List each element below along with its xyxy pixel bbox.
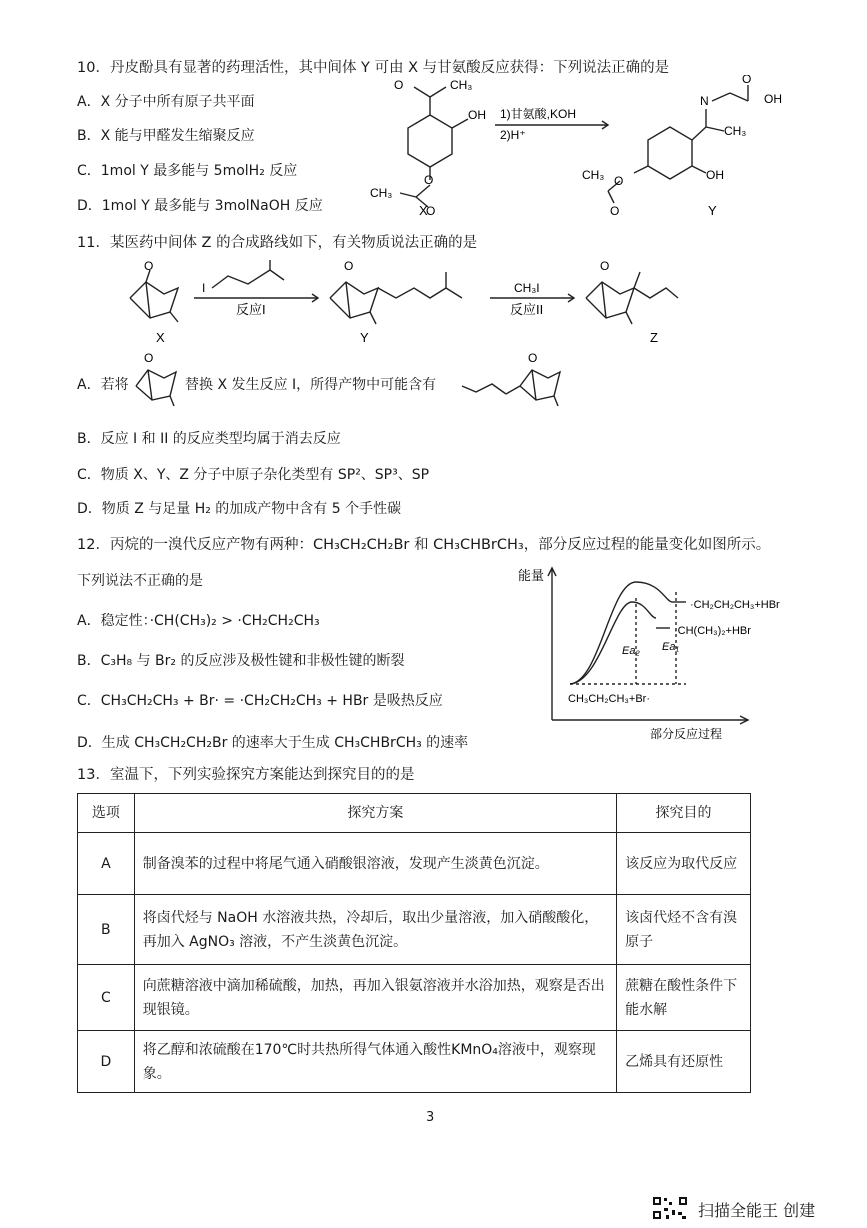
q10-reagent-1: 1)甘氨酸,KOH	[500, 107, 577, 121]
reactant-label: CH₃CH₂CH₃+Br·	[568, 693, 650, 705]
reaction-2-label: 反应II	[510, 302, 544, 317]
table-row	[78, 965, 751, 1031]
q11-option-a-pre: A．若将	[77, 377, 129, 393]
x-oh: OH	[468, 108, 486, 122]
q10-reaction-scheme	[370, 75, 810, 225]
row-b-plan: 将卤代烃与 NaOH 水溶液共热，冷却后，取出少量溶液，加入硝酸酸化，再加入 AgNO₃ 溶液，不产生淡黄色沉淀。	[134, 895, 616, 965]
y-ester-methyl: CH₃	[582, 168, 605, 182]
label-z-11: Z	[650, 330, 658, 345]
q11-synthesis-route	[120, 258, 680, 350]
q10-option-d: D．1mol Y 最多能与 3molNaOH 反应	[77, 198, 323, 214]
q11-option-a-molecule	[128, 350, 184, 416]
row-a-option: A	[78, 833, 135, 895]
curve-ea2	[570, 602, 656, 684]
q12-stem: 12．丙烷的一溴代反应产物有两种：CH₃CH₂CH₂Br 和 CH₃CHBrCH₃，部分反应过程的能量变化如图所示。	[77, 537, 771, 553]
q12-option-d: D．生成 CH₃CH₂CH₂Br 的速率大于生成 CH₃CHBrCH₃ 的速率	[77, 735, 469, 751]
row-c-plan: 向蔗糖溶液中滴加稀硫酸，加热，再加入银氨溶液并水浴加热，观察是否出现银镜。	[134, 965, 616, 1031]
x-carbonyl-o: O	[394, 78, 404, 92]
q11-option-b: B．反应 I 和 II 的反应类型均属于消去反应	[77, 431, 341, 447]
q13-table	[77, 793, 751, 1093]
option-a-o: O	[144, 351, 154, 365]
z-bridge-o: O	[600, 259, 610, 273]
header-plan: 探究方案	[134, 794, 616, 833]
row-c-goal: 蔗糖在酸性条件下能水解	[617, 965, 751, 1031]
row-b-goal: 该卤代烃不含有溴原子	[617, 895, 751, 965]
q10-option-b: B．X 能与甲醛发生缩聚反应	[77, 128, 255, 144]
row-a-plan: 制备溴苯的过程中将尾气通入硝酸银溶液，发现产生淡黄色沉淀。	[134, 833, 616, 895]
reagent-ch3i: CH₃I	[514, 281, 540, 295]
y-ester-o: O	[614, 174, 624, 188]
table-row	[78, 895, 751, 965]
page-number: 3	[426, 1110, 435, 1125]
qr-code-icon	[652, 1196, 688, 1220]
row-b-option: B	[78, 895, 135, 965]
q12-option-c: C．CH₃CH₂CH₃ + Br· = ·CH₂CH₂CH₃ + HBr 是吸热反应	[77, 693, 443, 709]
x-ester-carbonyl-o: O	[426, 204, 436, 218]
ea1-label: Ea₁	[662, 641, 679, 653]
curve-ea1	[570, 582, 672, 684]
y-acid-o: O	[742, 75, 752, 86]
product1-label: ·CH₂CH₂CH₃+HBr	[690, 599, 780, 611]
label-x-11: X	[156, 330, 165, 345]
product2-label: ·CH(CH₃)₂+HBr	[674, 625, 751, 637]
y-axis-label: 能量	[518, 568, 545, 583]
x-bridge-o: O	[144, 259, 154, 273]
q11-option-d: D．物质 Z 与足量 H₂ 的加成产物中含有 5 个手性碳	[77, 501, 402, 517]
table-row	[78, 833, 751, 895]
row-d-plan: 将乙醇和浓硫酸在170℃时共热所得气体通入酸性KMnO₄溶液中，观察现象。	[134, 1031, 616, 1093]
label-y: Y	[708, 203, 717, 218]
label-y-11: Y	[360, 330, 369, 345]
row-c-option: C	[78, 965, 135, 1031]
q10-option-c: C．1mol Y 最多能与 5molH₂ 反应	[77, 163, 298, 179]
q11-stem: 11．某医药中间体 Z 的合成路线如下，有关物质说法正确的是	[77, 235, 478, 251]
q10-stem: 10．丹皮酚具有显著的药理活性，其中间体 Y 可由 X 与甘氨酸反应获得：下列说法正确的是	[77, 60, 670, 76]
label-x: X	[419, 203, 428, 218]
q12-option-a: A．稳定性：·CH(CH₃)₂ > ·CH₂CH₂CH₃	[77, 613, 320, 629]
reaction-1-label: 反应I	[236, 302, 266, 317]
q12-option-b: B．C₃H₈ 与 Br₂ 的反应涉及极性键和非极性键的断裂	[77, 653, 405, 669]
q12-energy-diagram	[510, 562, 810, 742]
footer-text: 扫描全能王 创建	[698, 1201, 816, 1220]
row-d-option: D	[78, 1031, 135, 1093]
q10-option-a: A．X 分子中所有原子共平面	[77, 94, 255, 110]
y-bridge-o: O	[344, 259, 354, 273]
option-a-product-o: O	[528, 351, 538, 365]
y-ester-carbonyl-o: O	[610, 204, 620, 218]
q10-reagent-2: 2)H⁺	[500, 128, 526, 142]
header-goal: 探究目的	[617, 794, 751, 833]
table-row	[78, 1031, 751, 1093]
q11-option-a-product	[458, 350, 568, 416]
q11-option-a-post: 替换 X 发生反应 I，所得产物中可能含有	[185, 377, 437, 393]
q11-option-c: C．物质 X、Y、Z 分子中原子杂化类型有 SP²、SP³、SP	[77, 467, 430, 483]
header-option: 选项	[78, 794, 135, 833]
row-a-goal: 该反应为取代反应	[617, 833, 751, 895]
reagent-iodine: I	[202, 281, 206, 295]
table-header-row	[78, 794, 751, 833]
x-benzene-ring	[408, 115, 452, 167]
y-methyl: CH₃	[724, 124, 747, 138]
y-oh: OH	[706, 168, 724, 182]
row-d-goal: 乙烯具有还原性	[617, 1031, 751, 1093]
ea2-label: Ea₂	[622, 645, 640, 657]
x-axis-label: 部分反应过程	[650, 727, 723, 741]
y-oh-acid: OH	[764, 92, 782, 106]
y-n: N	[700, 94, 709, 108]
x-methyl: CH₃	[450, 78, 473, 92]
q12-sub: 下列说法不正确的是	[77, 573, 203, 589]
x-ester-o: O	[424, 173, 434, 187]
y-benzene-ring	[648, 127, 692, 179]
q13-stem: 13．室温下，下列实验探究方案能达到探究目的的是	[77, 767, 415, 783]
x-ester-methyl: CH₃	[370, 186, 393, 200]
